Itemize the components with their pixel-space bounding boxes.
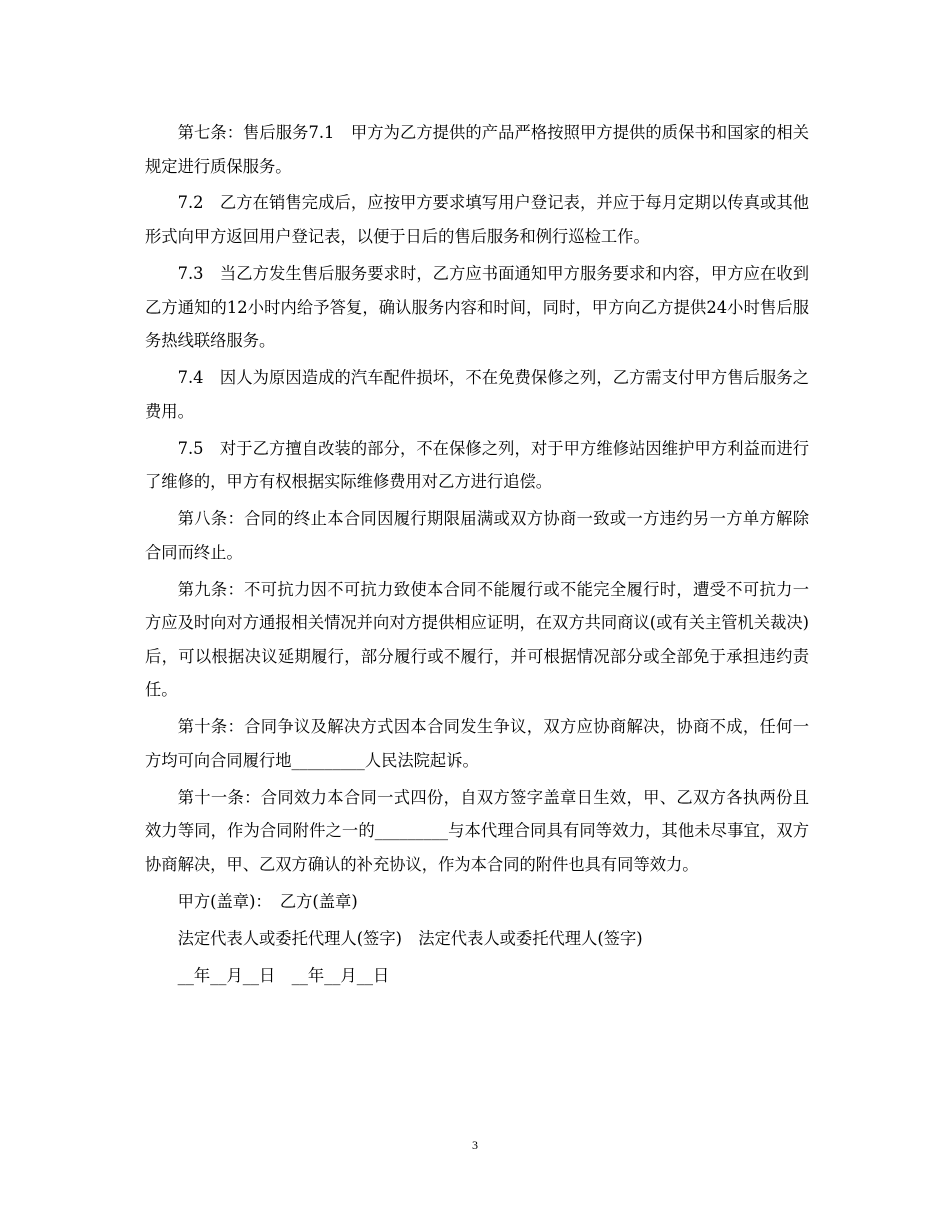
document-body <box>145 116 809 995</box>
clause-9-force-majeure: 第九条：不可抗力因不可抗力致使本合同不能履行或不能完全履行时，遭受不可抗力一方应及时向对方通报相关情况并向对方提供相应证明，在双方共同商议(或有关主管机关裁决)后，可以根据决议延期履行，部分履行或不履行，并可根据情况部分或全部免于承担违约责任。 <box>145 579 809 700</box>
signature-dates-line: __年__月__日 __年__月__日 <box>177 965 390 985</box>
clause-8-termination: 第八条：合同的终止本合同因履行期限届满或双方协商一致或一方违约另一方单方解除合同而终止。 <box>145 509 809 562</box>
clause-7-after-sales-service: 第七条：售后服务7.1 甲方为乙方提供的产品严格按照甲方提供的质保书和国家的相关规定进行质保服务。 <box>145 123 809 176</box>
page-number: 3 <box>472 1138 478 1152</box>
clause-7-4-human-damage: 7.4 因人为原因造成的汽车配件损坏，不在免费保修之列，乙方需支付甲方售后服务之费用。 <box>145 368 809 421</box>
clause-7-3-service-request: 7.3 当乙方发生售后服务要求时，乙方应书面通知甲方服务要求和内容，甲方应在收到乙方通知的12小时内给予答复，确认服务内容和时间，同时，甲方向乙方提供24小时售后服务热线联络服务。 <box>145 263 809 351</box>
clause-7-2-user-registration: 7.2 乙方在销售完成后，应按甲方要求填写用户登记表，并应于每月定期以传真或其他形式向甲方返回用户登记表，以便于日后的售后服务和例行巡检工作。 <box>145 193 809 247</box>
clause-10-dispute-resolution: 第十条：合同争议及解决方式因本合同发生争议，双方应协商解决，协商不成，任何一方均可向合同履行地_________人民法院起诉。 <box>145 717 809 770</box>
signature-representatives-line: 法定代表人或委托代理人(签字) 法定代表人或委托代理人(签字) <box>177 928 643 948</box>
clause-11-contract-validity: 第十一条：合同效力本合同一式四份，自双方签字盖章日生效，甲、乙双方各执两份且效力等同，作为合同附件之一的_________与本代理合同具有同等效力，其他未尽事宜，双方协商解决，甲、乙双方确认的补充协议，作为本合同的附件也具有同等效力。 <box>145 787 809 874</box>
clause-7-5-unauthorized-modification: 7.5 对于乙方擅自改装的部分，不在保修之列，对于甲方维修站因维护甲方利益而进行了维修的，甲方有权根据实际维修费用对乙方进行追偿。 <box>145 438 809 492</box>
signature-seals-line: 甲方(盖章)： 乙方(盖章) <box>177 891 358 911</box>
